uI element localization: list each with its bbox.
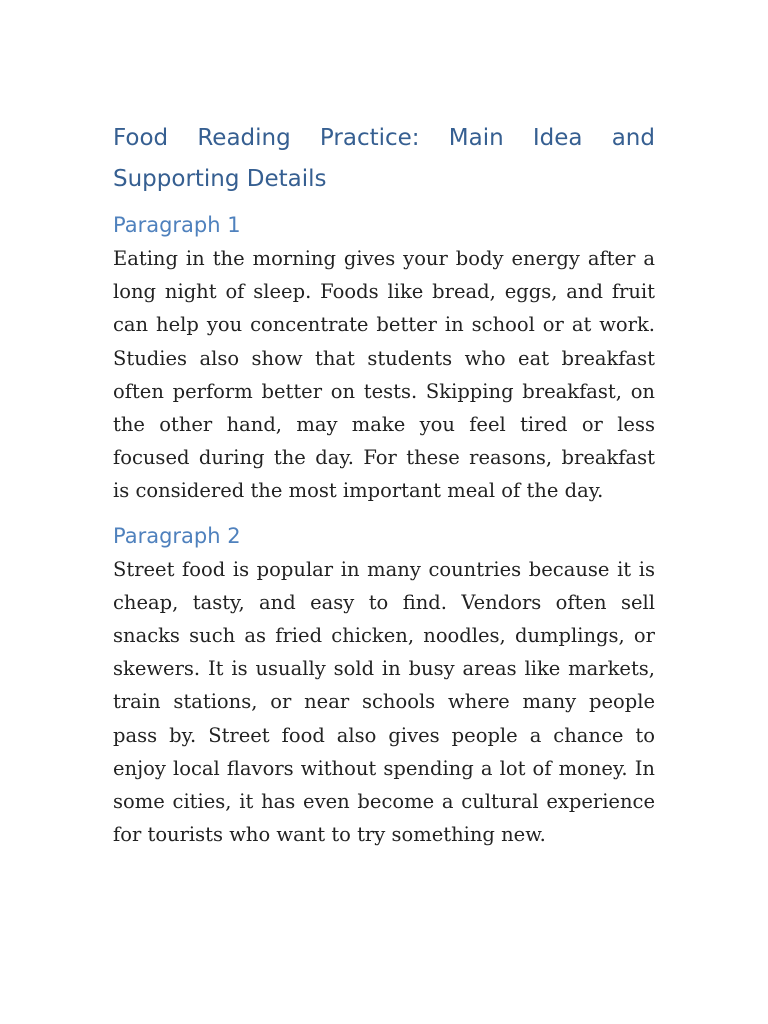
paragraph-heading-1: Paragraph 1 xyxy=(113,213,241,237)
paragraph-heading-2: Paragraph 2 xyxy=(113,523,241,548)
paragraph-body-2: Street food is popular in many countries because it is cheap, tasty, and easy to find. Vendors often sell snacks such as fried chicken, noodles, dumplings, or skewers. It is usually sold in busy areas like markets, train stations, or near schools where many people pass by. Street food also gives people a chance to enjoy local flavors without spending a lot of money. In some cities, it has even become a cultural experience for tourists who want to try something new. xyxy=(113,557,655,847)
paragraph-body-1: Eating in the morning gives your body energy after a long night of sleep. Foods like bread, eggs, and fruit can help you concentrate better in school or at work. Studies also show that students who eat breakfast often perform better on tests. Skipping breakfast, on the other hand, may make you feel tired or less focused during the day. For these reasons, breakfast is considered the most important meal of the day. xyxy=(113,247,655,503)
paragraph-section-1 xyxy=(113,210,655,508)
paragraph-section-2 xyxy=(113,521,655,852)
document-page xyxy=(113,118,655,864)
document-title: Food Reading Practice: Main Idea and Supporting Details xyxy=(113,125,655,192)
